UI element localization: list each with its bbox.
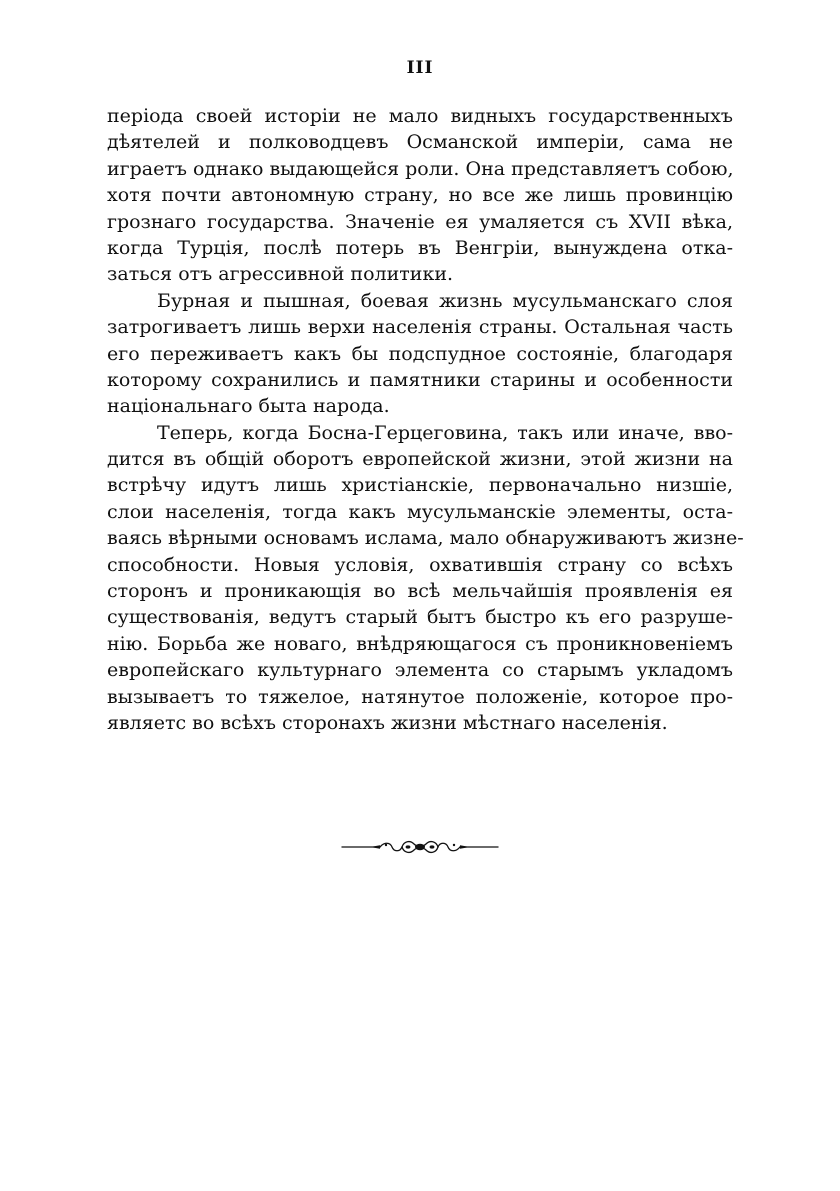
text-line: его переживаетъ какъ бы подспудное состояніе, благодаря xyxy=(107,342,733,365)
text-line: національнаго быта народа. xyxy=(107,395,390,418)
text-line: когда Турція, послѣ потерь въ Венгріи, вынуждена отка- xyxy=(107,236,733,259)
text-line: дится въ общій оборотъ европейской жизни, этой жизни на xyxy=(107,448,733,471)
text-line: грознаго государства. Значеніе ея умаляется съ XVII вѣка, xyxy=(107,210,733,233)
text-line: вызываетъ то тяжелое, натянутое положеніе, которое про- xyxy=(107,685,733,708)
text-line: сторонъ и проникающія во всѣ мельчайшія проявленія ея xyxy=(107,580,733,603)
text-line: способности. Новыя условія, охватившія страну со всѣхъ xyxy=(107,553,733,576)
text-line: играетъ однако выдающейся роли. Она представляетъ собою, xyxy=(107,157,734,180)
text-line: встрѣчу идутъ лишь христіанскіе, первоначально низшіе, xyxy=(107,474,733,497)
text-line: хотя почти автономную страну, но все же лишь провинцію xyxy=(107,184,733,207)
body-text xyxy=(107,103,744,736)
page-number: III xyxy=(406,58,434,78)
decorative-tailpiece-icon xyxy=(340,836,500,858)
text-line: слои населенія, тогда какъ мусульманскіе элементы, оста- xyxy=(107,500,733,523)
text-line: дѣятелей и полководцевъ Османской имперіи, сама не xyxy=(107,131,733,154)
text-line: нію. Борьба же новаго, внѣдряющагося съ проникновеніемъ xyxy=(107,632,733,655)
text-line: затрогиваетъ лишь верхи населенія страны. Остальная часть xyxy=(107,316,733,339)
text-line: ваясь вѣрными основамъ ислама, мало обнаруживаютъ жизне- xyxy=(107,527,744,550)
text-line: существованія, ведутъ старый бытъ быстро къ его разруше- xyxy=(107,606,733,629)
text-line: являетс во всѣхъ сторонахъ жизни мѣстнаго населенія. xyxy=(107,711,668,734)
text-line: Бурная и пышная, боевая жизнь мусульманскаго слоя xyxy=(157,289,733,312)
text-line: европейскаго культурнаго элемента со старымъ укладомъ xyxy=(107,659,733,682)
text-line: которому сохранились и памятники старины и особенности xyxy=(107,368,733,391)
text-line: Теперь, когда Босна-Герцеговина, такъ или иначе, вво- xyxy=(157,421,733,444)
text-line: заться отъ агрессивной политики. xyxy=(107,263,454,286)
text-line: періода своей исторіи не мало видныхъ государственныхъ xyxy=(107,105,733,127)
